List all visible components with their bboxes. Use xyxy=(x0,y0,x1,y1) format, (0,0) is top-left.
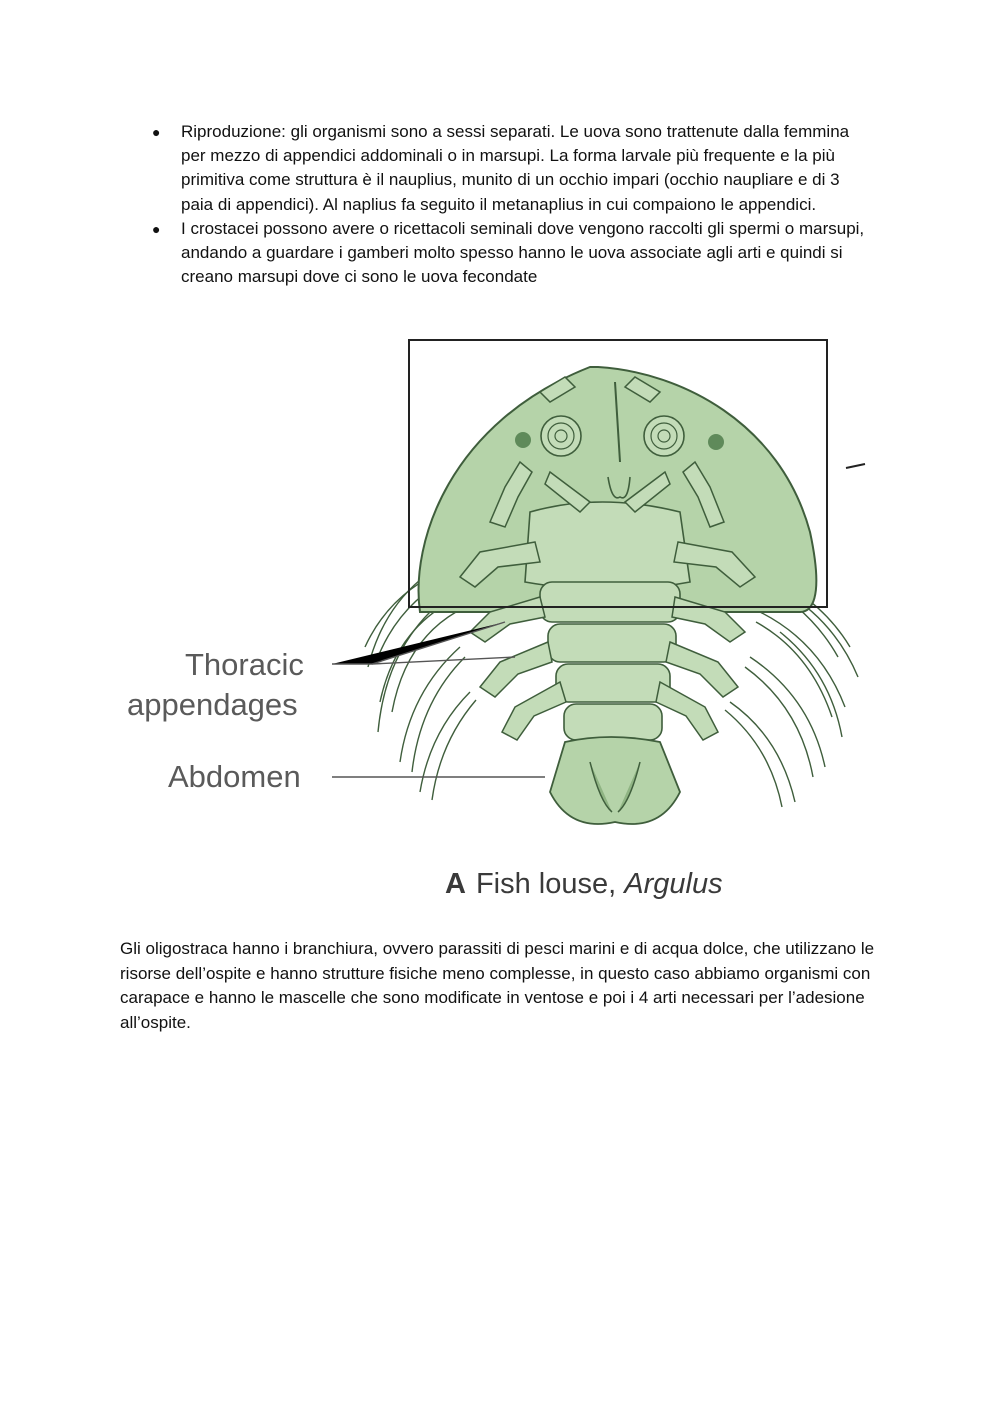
list-item xyxy=(148,120,868,217)
bullet-dot: ● xyxy=(152,124,161,140)
oligostraca-paragraph: Gli oligostraca hanno i branchiura, ovvero parassiti di pesci marini e di acqua dolce, che utilizzano le risorse dell’ospite e hanno strutture fisiche meno complesse, in questo caso abbiamo organismi con carapace e hanno le mascelle che sono modificate in ventose e poi i 4 arti necessari per l’adesione all’ospite. xyxy=(120,939,875,1032)
sucker-right xyxy=(644,416,684,456)
eye-right xyxy=(708,434,724,450)
label-thoracic-line2: appendages xyxy=(127,687,298,722)
list-item xyxy=(148,217,868,290)
pointer-mark xyxy=(846,464,865,468)
figure-caption xyxy=(445,868,723,901)
abdomen xyxy=(550,737,680,824)
fish-louse-illustration xyxy=(120,312,880,922)
sucker-left xyxy=(541,416,581,456)
bullet-text-receptacles: I crostacei possono avere o ricettacoli seminali dove vengono raccolti gli spermi o marsupi, andando a guardare i gamberi molto spesso hanno le uova associate agli arti e quindi si creano marsupi dove ci sono le uova fecondate xyxy=(181,218,865,287)
label-abdomen: Abdomen xyxy=(168,759,301,794)
eye-left xyxy=(515,432,531,448)
bullet-dot: ● xyxy=(152,220,161,237)
caption-text: Fish louse, xyxy=(475,868,617,900)
bullet-text-reproduction: Riproduzione: gli organismi sono a sessi separati. Le uova sono trattenute dalla femmina per mezzo di appendici addominali o in marsupi. La forma larvale più frequente e la più primitiva come struttura è il nauplius, munito di un occhio impari (occhio naupliare e di 3 paia di appendici). Al naplius fa seguito il metanaplius in cui compaiono le appendici. xyxy=(181,122,850,214)
caption-genus: Argulus xyxy=(624,868,723,900)
caption-letter: A xyxy=(445,868,466,900)
bullet-list xyxy=(148,120,868,289)
label-thoracic-line1: Thoracic xyxy=(185,647,304,682)
leader-lines xyxy=(332,622,545,777)
argulus-figure xyxy=(120,312,880,922)
